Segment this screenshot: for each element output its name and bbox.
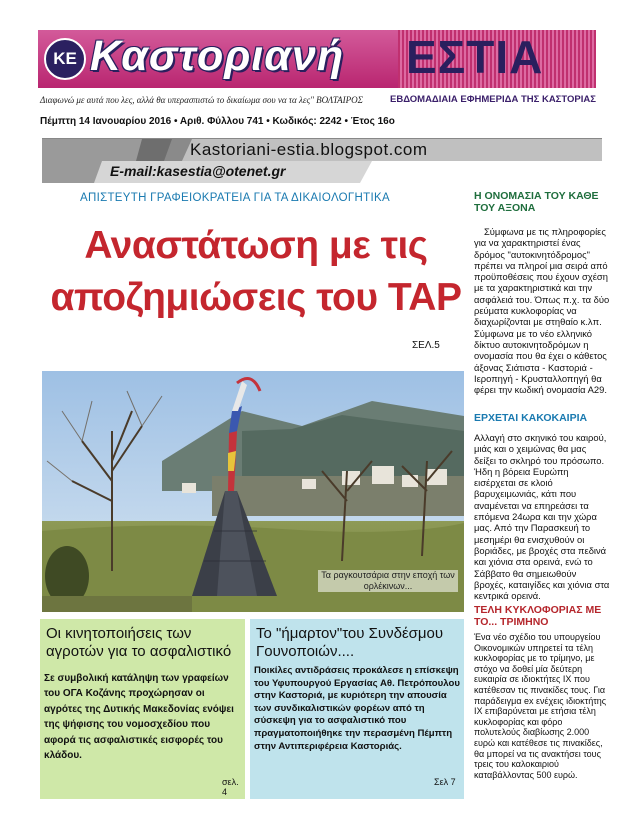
story-left-title: Οι κινητοποιήσεις των αγροτών για το ασφαλιστικό [46, 625, 232, 660]
sidebar-title-1: Η ΟΝΟΜΑΣΙΑ ΤΟΥ ΚΑΘΕ ΤΟΥ ΑΞΟΝΑ [474, 190, 599, 214]
newspaper-logo: KE [44, 38, 86, 80]
masthead-banner [38, 30, 596, 88]
motto: Διαφωνώ με αυτά που λες, αλλά θα υπερασπιστώ το δικαίωμα σου να τα λες" ΒΟΛΤΑΙΡΟΣ [40, 95, 364, 105]
sidebar-title-2: ΕΡΧΕΤΑΙ ΚΑΚΟΚΑΙΡΙΑ [474, 412, 588, 424]
sidebar-body-1: Σύμφωνα με τις πληροφορίες για να χαρακτηριστεί ένας δρόμος "αυτοκινητόδρομος" πρέπει να πληροί μια σειρά από προϋποθέσεις που έχουν σχέση με τα χαρακτηριστικά και την ασφάλειά του. Όπως π.χ. τα δύο ρεύματα κυκλοφορίας να διαχωρίζονται με στηθαίο κ.λπ. Σύμφωνα με το νέο ελληνικό δίκτυο αυτοκινητοδρόμων η ονομασία που θα έχει ο κάθετος άξονας Σιάτιστα - Καστοριά - Ιεροπηγή - Κρυσταλλοπηγή θα φέρει την κωδική ονομασία Α29. [474, 226, 610, 396]
story-right-body: Ποικίλες αντιδράσεις προκάλεσε η επίσκεψη του Υφυπουργού Εργασίας Αθ. Πετρόπουλου στην Καστοριά, με κυριότερη την απουσία των συνδικαλιστικών φορέων από τη σύσκεψη για το ασφαλιστικό που πραγματοποιήθηκε την περασμένη Πέμπτη στην Αντιπεριφέρεια Καστοριάς. [254, 665, 460, 752]
story-right-page-ref: Σελ 7 [434, 777, 456, 787]
story-right-box[interactable] [250, 619, 464, 799]
blog-link[interactable]: Kastoriani-estia.blogspot.com [190, 140, 428, 159]
email-link[interactable]: E-mail:kasestia@otenet.gr [110, 163, 286, 179]
lead-headline[interactable] [40, 220, 472, 324]
photo-caption: Τα ραγκουτσάρια στην εποχή των ορλέκινων... [318, 570, 458, 592]
newspaper-title-part2: ΕΣΤΙΑ [406, 31, 544, 83]
story-left-page-ref: σελ. 4 [222, 777, 239, 797]
blog-bar [42, 138, 602, 161]
sidebar-body-2: Αλλαγή στο σκηνικό του καιρού, μιάς και ο χειμώνας θα μας δείξει το σκληρό του πρόσωπο. Ήδη η βόρεια Ευρώπη εισέρχεται σε κλοιό βαρυχειμωνιάς, κάτι που αναμένεται να επηρεάσει τα επόμενα 24ωρα και την χώρα μας. Από την Παρασκευή το μεσημέρι θα ενισχυθούν οι βοριάδες, με βροχές στα πεδινά και χιόνια στα ορεινά, ενώ το Σάββατο θα σημειωθούν βροχές, καταιγίδες και χιόνια στα κεντρικά ορεινά. [474, 432, 610, 602]
sidebar-title-3: ΤΕΛΗ ΚΥΚΛΟΦΟΡΙΑΣ ΜΕ ΤΟ... ΤΡΙΜΗΝΟ [474, 604, 602, 628]
story-left-body: Σε συμβολική κατάληψη των γραφείων του ΟΓΑ Κοζάνης προχώρησαν οι αγρότες της Δυτικής Μακεδονίας ενόψει της ψήφισης του νομοσχεδίου που αφορά τις ασφαλιστικές εισφορές του κλάδου. [44, 673, 234, 762]
headline-line-1: Αναστάτωση με τις [84, 224, 428, 267]
issue-info: Πέμπτη 14 Ιανουαρίου 2016 • Αριθ. Φύλλου 741 • Κωδικός: 2242 • Έτος 16ο [40, 116, 395, 127]
lead-page-ref: ΣΕΛ.5 [412, 340, 440, 351]
lead-kicker: ΑΠΙΣΤΕΥΤΗ ΓΡΑΦΕΙΟΚΡΑΤΕΙΑ ΓΙΑ ΤΑ ΔΙΚΑΙΟΛΟΓΗΤΙΚΑ [80, 192, 390, 204]
email-bar [42, 161, 372, 183]
story-right-title: Το "ήμαρτον"του Συνδέσμου Γουνοποιών.... [256, 625, 444, 660]
headline-line-2: αποζημιώσεις του ΤΑΡ [50, 276, 462, 319]
sidebar-body-3: Ένα νέο σχέδιο του υπουργείου Οικονομικών υπηρετεί τα τέλη κυκλοφορίας με το τρίμηνο, με στόχο να δοθεί μία δεύτερη ευκαιρία σε ιδιοκτήτες ΙΧ που κατέθεσαν τις πινακίδες τους. Για παράδειγμα ex ενέχεις ιδιοκτήτης ΙΧ επιβαρύνεται με ετήσια τέλη κυκλοφορίας και φόρο πολυτελούς διαβίωσης 2.000 ευρώ και κατέθεσε τις πινακίδες, θα μπορεί να τις ανακτήσει τους τρεις του καλοκαιριού καταβάλλοντας 500 ευρώ. [474, 632, 607, 780]
story-left-box[interactable] [40, 619, 245, 799]
newspaper-subtitle: ΕΒΔΟΜΑΔΙΑΙΑ ΕΦΗΜΕΡΙΔΑ ΤΗΣ ΚΑΣΤΟΡΙΑΣ [390, 94, 596, 105]
newspaper-title-part1: Καστοριανή [90, 32, 345, 80]
